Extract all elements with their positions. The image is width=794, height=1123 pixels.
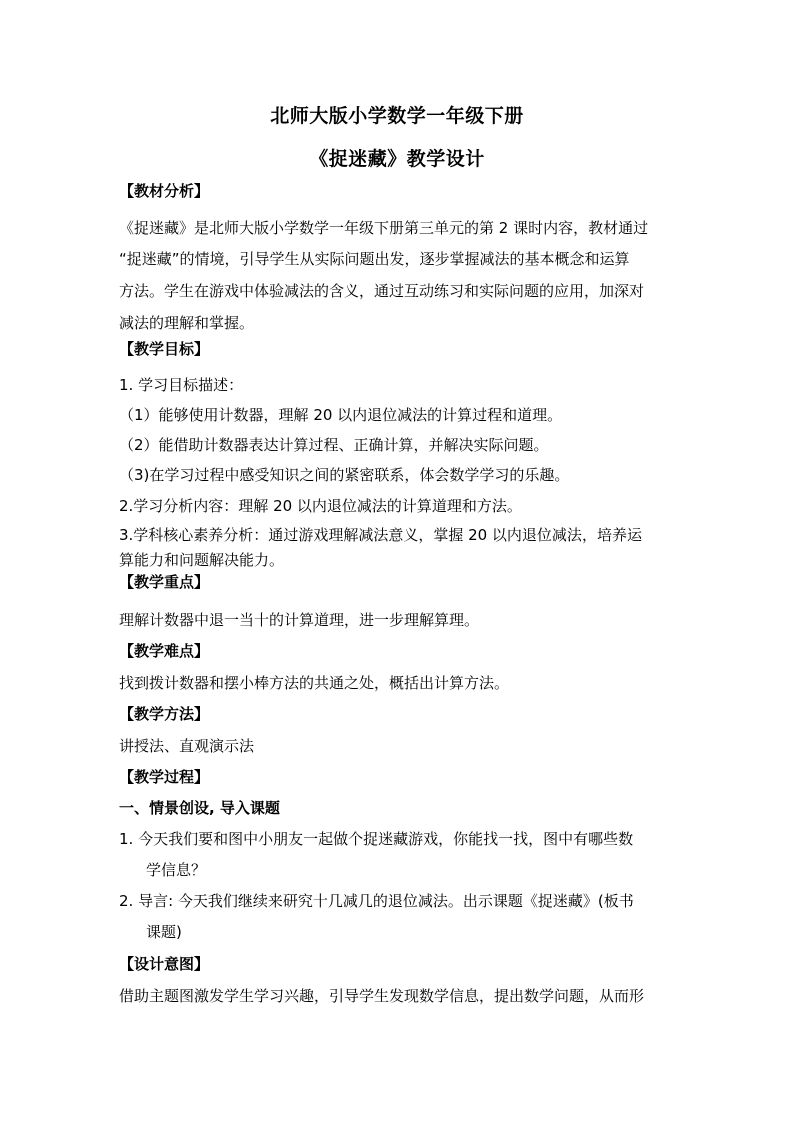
list-item: 3.学科核心素养分析：通过游戏理解减法意义，掌握 20 以内退位减法，培养运 [119, 526, 642, 544]
document-title: 北师大版小学数学一年级下册 [270, 105, 524, 127]
heading-teaching-goals: 【教学目标】 [119, 340, 210, 358]
heading-teaching-process: 【教学过程】 [119, 768, 210, 786]
subheading-scenario: 一、情景创设, 导入课题 [119, 799, 280, 817]
heading-difficulties: 【教学难点】 [119, 642, 210, 660]
list-item: 算能力和问题解决能力。 [119, 551, 285, 569]
heading-key-points: 【教学重点】 [119, 573, 210, 591]
list-item-continuation: 学信息？ [146, 861, 207, 879]
list-item: 2. 导言: 今天我们继续来研究十几减几的退位减法。出示课题《捉迷藏》(板书 [119, 892, 634, 910]
paragraph-line: 减法的理解和掌握。 [119, 314, 255, 332]
heading-design-intent: 【设计意图】 [119, 955, 210, 973]
heading-textbook-analysis: 【教材分析】 [119, 182, 210, 200]
paragraph-line: 找到拨计数器和摆小棒方法的共通之处，概括出计算方法。 [119, 674, 510, 692]
list-item: （2）能借助计数器表达计算过程、正确计算，并解决实际问题。 [119, 436, 549, 454]
list-item: （3)在学习过程中感受知识之间的紧密联系，体会数学学习的乐趣。 [119, 466, 570, 484]
list-item: （1）能够使用计数器，理解 20 以内退位减法的计算过程和道理。 [119, 406, 563, 424]
heading-methods: 【教学方法】 [119, 705, 210, 723]
paragraph-line: 理解计数器中退一当十的计算道理，进一步理解算理。 [119, 611, 480, 629]
document-subtitle: 《捉迷藏》教学设计 [309, 148, 485, 170]
list-item: 2.学习分析内容：理解 20 以内退位减法的计算道理和方法。 [119, 497, 522, 515]
paragraph-line: 《捉迷藏》是北师大版小学数学一年级下册第三单元的第 2 课时内容，教材通过 [119, 219, 649, 237]
paragraph-line: 借助主题图激发学生学习兴趣，引导学生发现数学信息，提出数学问题，从而形 [119, 987, 645, 1005]
list-item: 1. 今天我们要和图中小朋友一起做个捉迷藏游戏，你能找一找，图中有哪些数 [119, 830, 634, 848]
list-item: 1. 学习目标描述： [119, 376, 244, 394]
list-item-continuation: 课题) [146, 923, 182, 941]
paragraph-line: 讲授法、直观演示法 [119, 737, 255, 755]
paragraph-line: 方法。学生在游戏中体验减法的含义，通过互动练习和实际问题的应用，加深对 [119, 282, 645, 300]
paragraph-line: “捉迷藏”的情境，引导学生从实际问题出发，逐步掌握减法的基本概念和运算 [119, 250, 630, 268]
